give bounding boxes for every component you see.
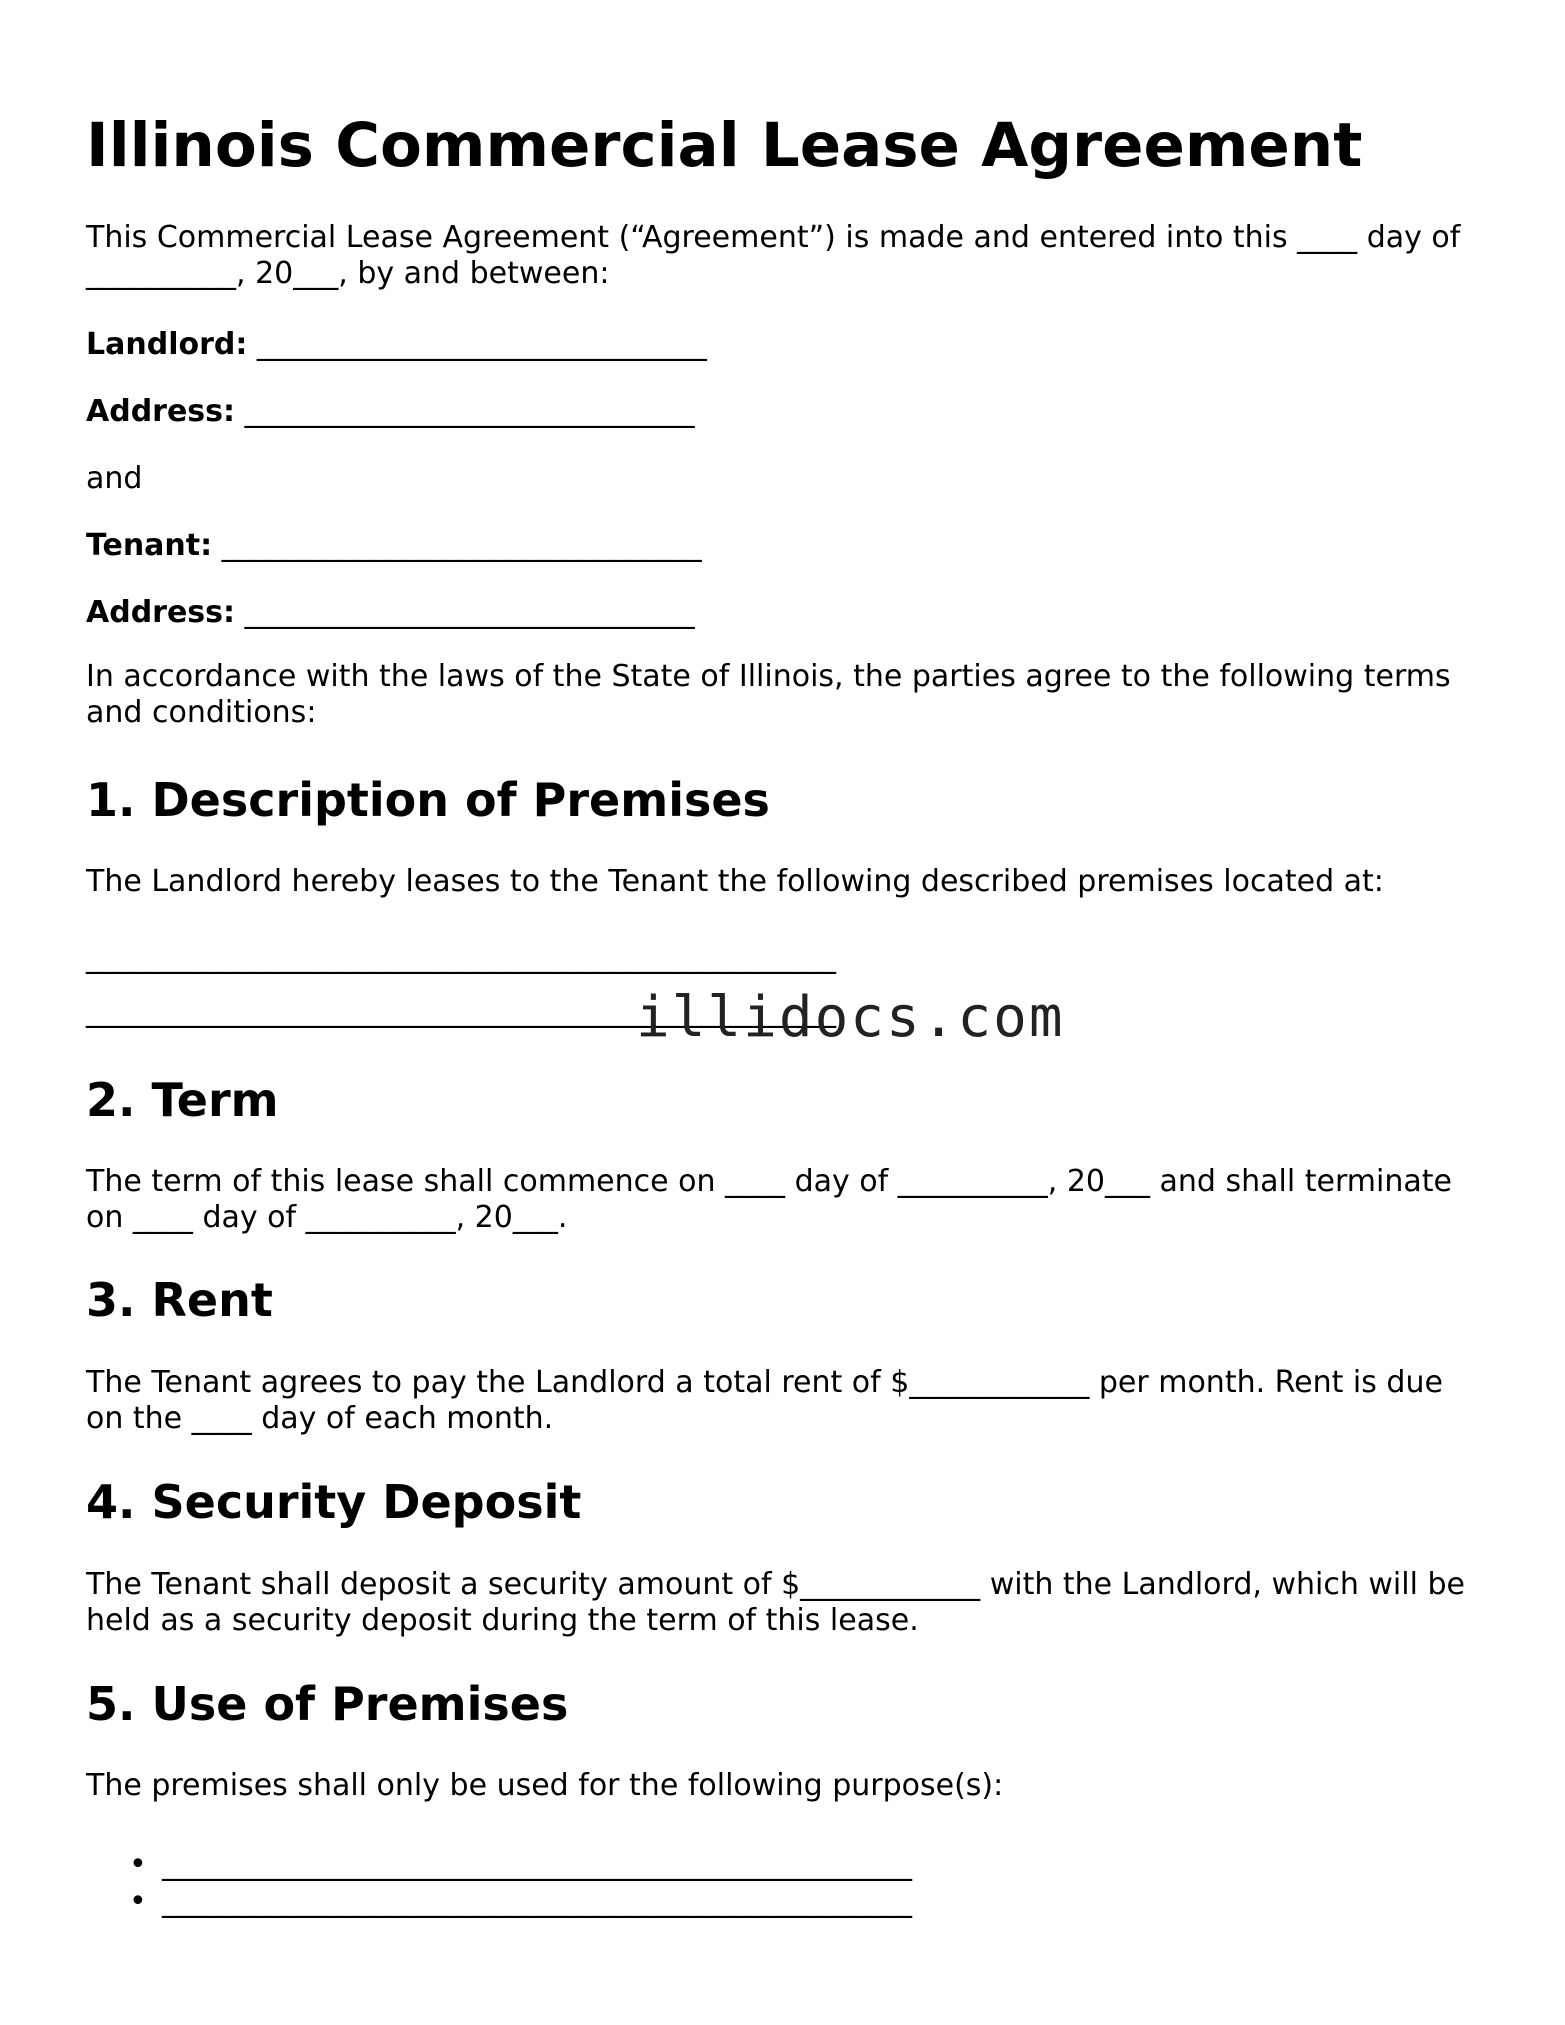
landlord-field — [86, 327, 707, 363]
section-premises-text: The Landlord hereby leases to the Tenant the following described premises located at: — [86, 864, 1384, 899]
landlord-blank: ______________________________ — [256, 327, 707, 362]
intro-paragraph: This Commercial Lease Agreement (“Agreement”) is made and entered into this ____ day of __________, 20___, by and between: — [86, 220, 1461, 291]
section-deposit-text: The Tenant shall deposit a security amount of $____________ with the Landlord, which will be held as a security deposit during the term of this lease. — [86, 1567, 1465, 1638]
section-rent-heading: 3. Rent — [86, 1273, 273, 1327]
list-item — [86, 1883, 912, 1920]
document-title: Illinois Commercial Lease Agreement — [86, 110, 1363, 181]
accordance-paragraph: In accordance with the laws of the State of Illinois, the parties agree to the following terms and conditions: — [86, 659, 1451, 730]
section-term-heading: 2. Term — [86, 1073, 279, 1127]
tenant-field — [86, 528, 702, 564]
section-use-heading: 5. Use of Premises — [86, 1677, 569, 1731]
tenant-address-label: Address: — [86, 595, 236, 630]
section-use-text: The premises shall only be used for the following purpose(s): — [86, 1768, 1004, 1803]
purpose-blank-2: __________________________________________________ — [162, 1884, 912, 1919]
section-premises-heading: 1. Description of Premises — [86, 773, 770, 827]
tenant-address-field — [86, 595, 695, 631]
landlord-label: Landlord: — [86, 327, 248, 362]
bullet-icon: • — [129, 1884, 147, 1919]
tenant-label: Tenant: — [86, 528, 213, 563]
list-item — [86, 1846, 912, 1883]
landlord-address-field — [86, 394, 695, 430]
section-term-text: The term of this lease shall commence on ____ day of __________, 20___ and shall terminate on ____ day of __________, 20___. — [86, 1164, 1452, 1235]
purpose-blank-1: __________________________________________________ — [162, 1847, 912, 1882]
landlord-address-blank: ______________________________ — [244, 394, 695, 429]
bullet-icon: • — [129, 1847, 147, 1882]
tenant-address-blank: ______________________________ — [244, 595, 695, 630]
section-rent-text: The Tenant agrees to pay the Landlord a total rent of $____________ per month. Rent is due on the ____ day of each month. — [86, 1365, 1443, 1436]
section-deposit-heading: 4. Security Deposit — [86, 1475, 582, 1529]
and-text: and — [86, 461, 143, 496]
landlord-address-label: Address: — [86, 394, 236, 429]
use-purpose-list — [86, 1846, 912, 1920]
premises-blank-line-1: __________________________________________________ — [86, 940, 836, 975]
premises-blank-line-2: __________________________________________________ — [86, 994, 836, 1029]
tenant-blank: ________________________________ — [221, 528, 702, 563]
watermark: illidocs.com — [636, 985, 1065, 1050]
